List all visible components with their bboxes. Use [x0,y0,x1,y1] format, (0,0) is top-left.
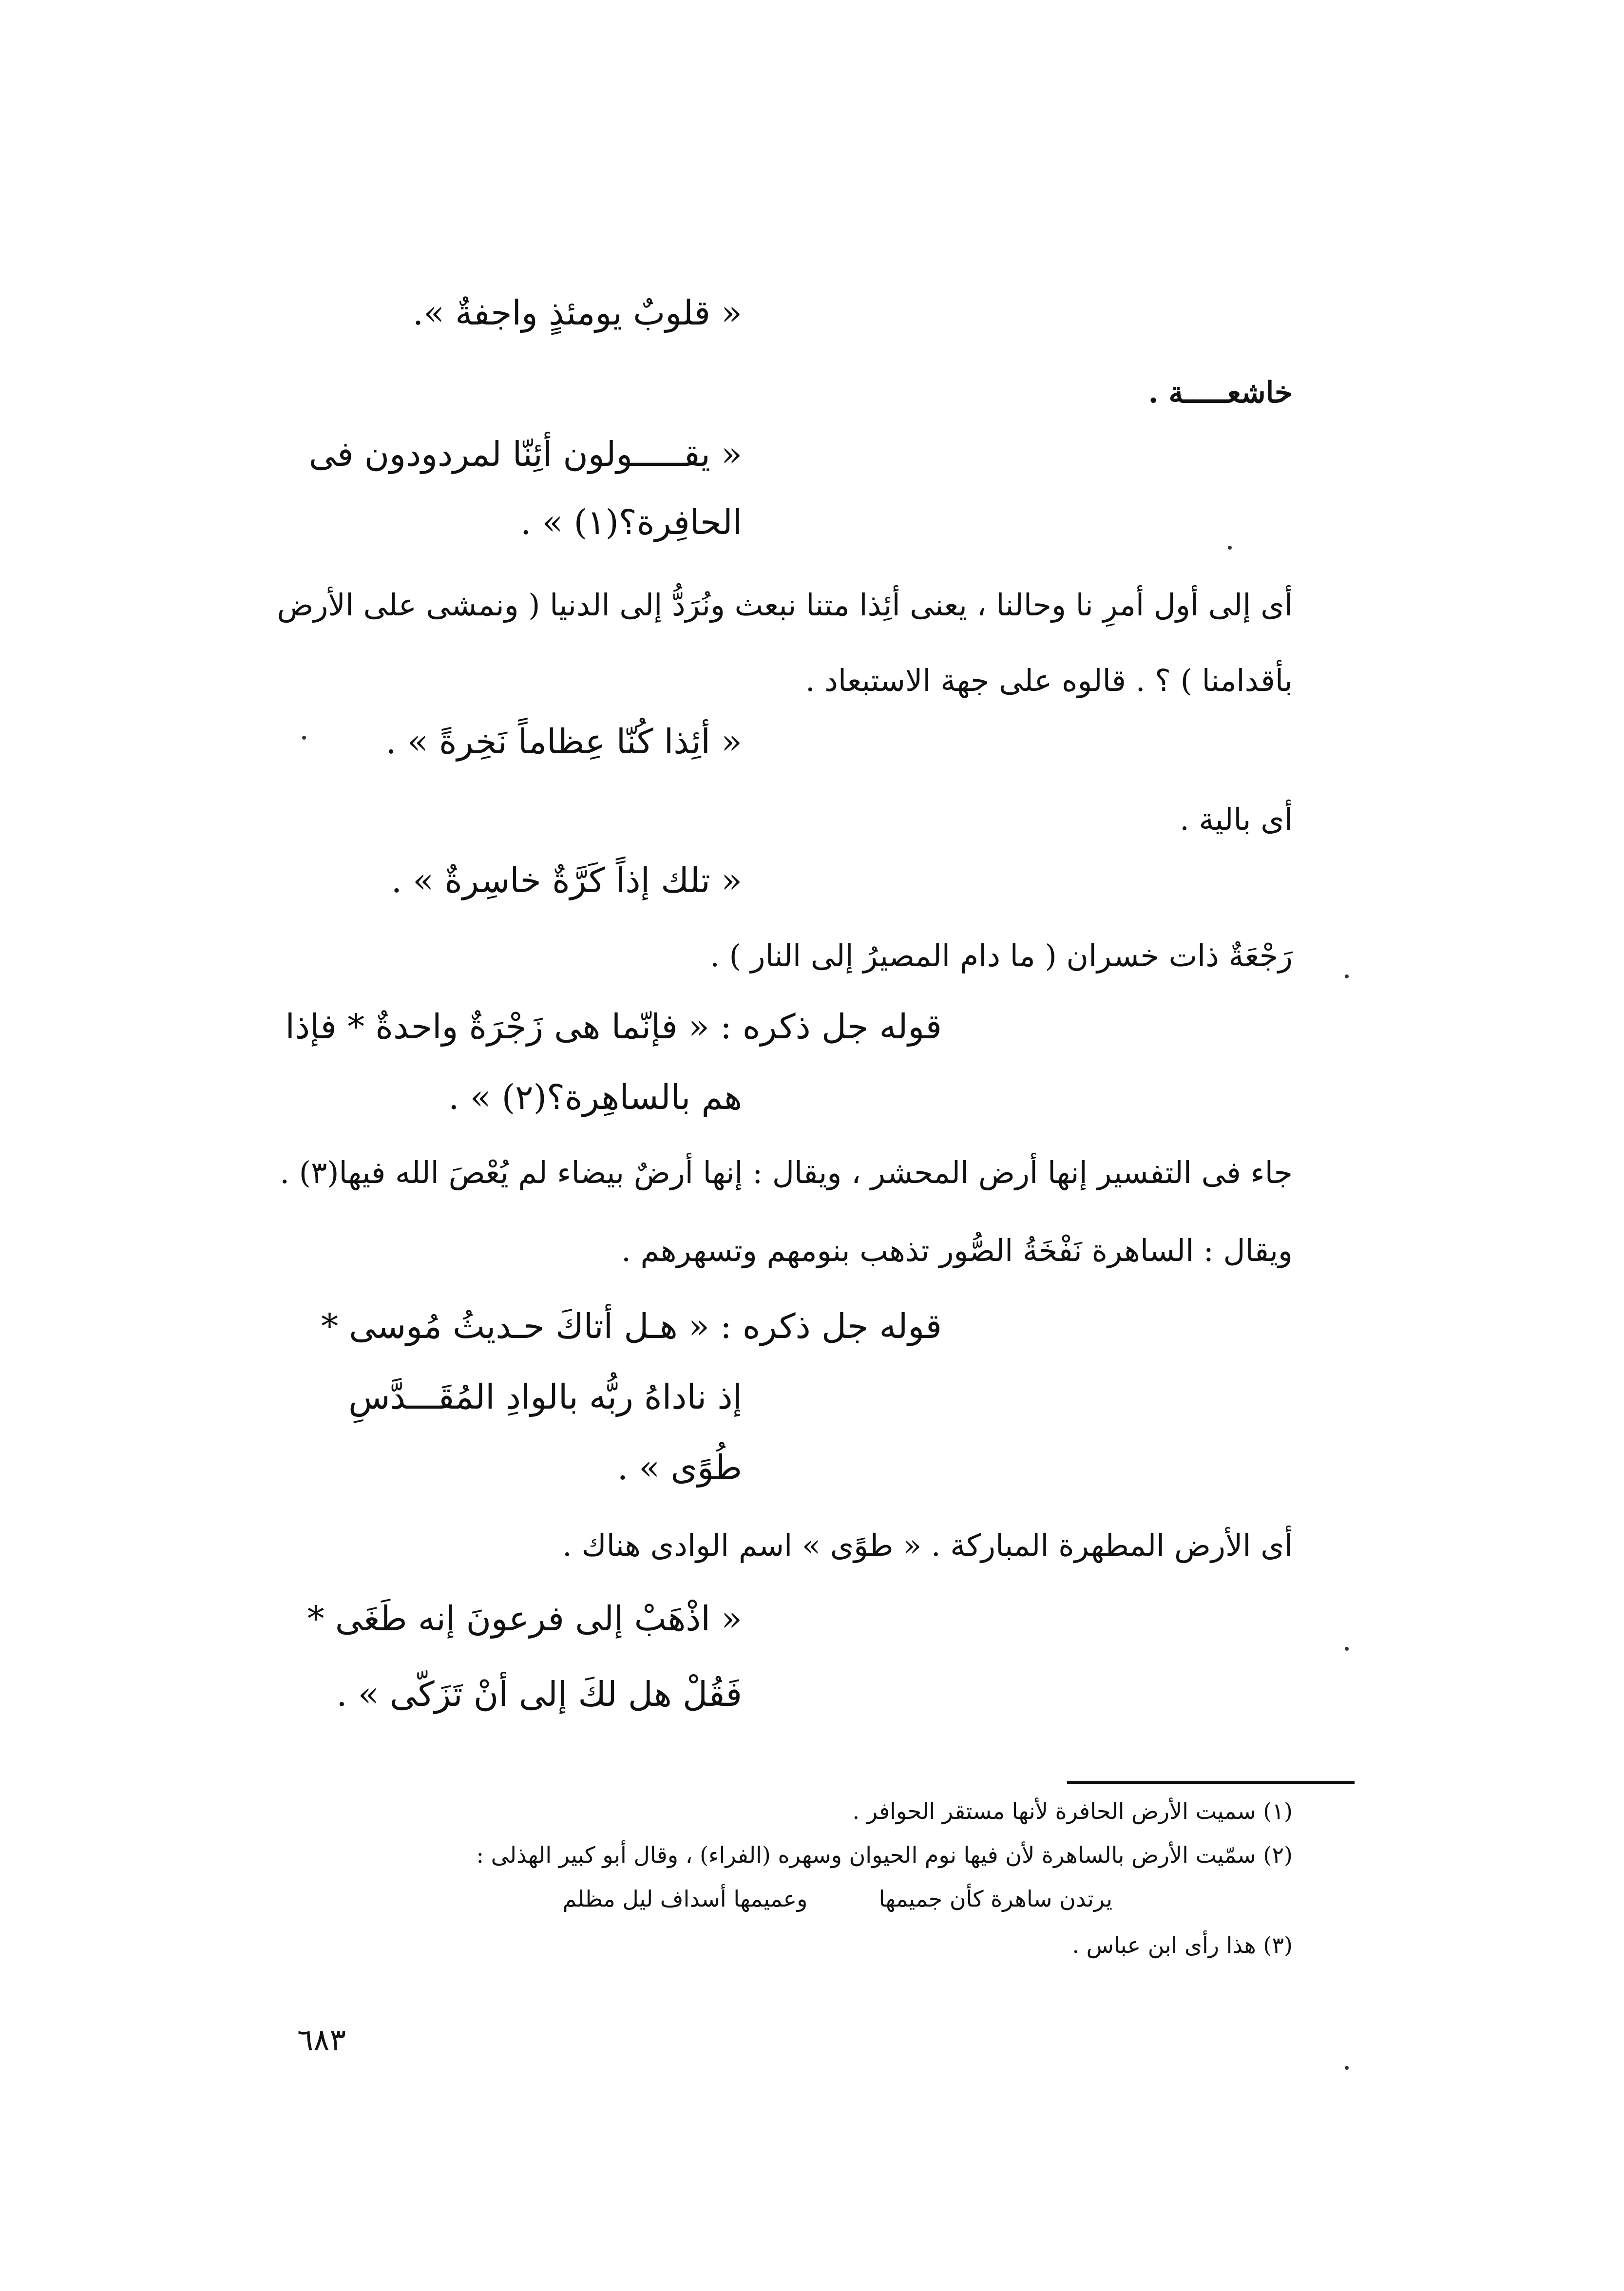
commentary-line: أى إلى أول أمرِ نا وحالنا ، يعنى أئِذا متنا نبعث ونُرَدُّ إلى الدنيا ( ونمشى على الأرض [277,587,1293,623]
scan-speck [302,736,306,740]
footnote: (٣) هذا رأى ابن عباس . [1072,1932,1293,1958]
section-heading: خاشعـــــة . [1148,376,1293,410]
verse-line: فَقُلْ هل لكَ إلى أنْ تَزَكّى » . [336,1674,742,1714]
verse-line: هم بالساهِرة؟(٢) » . [448,1077,742,1117]
commentary-line: أى الأرض المطهرة المباركة . « طوًى » اسم الوادى هناك . [562,1527,1293,1563]
verse-line: « تلك إذاً كَرَّةٌ خاسِرةٌ » . [391,860,742,900]
commentary-line: أى بالية . [1180,802,1293,837]
footnote: (٢) سمّيت الأرض بالساهرة لأن فيها نوم الحيوان وسهره (الفراء) ، وقال أبو كبير الهذلى : [476,1842,1293,1868]
commentary-line: ويقال : الساهرة نَفْخَةُ الصُّور تذهب بنومهم وتسهرهم . [621,1233,1293,1268]
scan-speck [1345,1647,1349,1651]
footnote-verse: يرتدن ساهرة كأن جميمها وعميمها أسداف ليل مظلم [562,1886,1112,1912]
commentary-line: رَجْعَةٌ ذات خسران ( ما دام المصيرُ إلى النار ) . [710,938,1293,974]
page-number: ٦٨٣ [297,2022,346,2058]
verse-line: « يقـــــولون أئِنّا لمردودون فى [308,434,742,474]
verse-line: قوله جل ذكره : « هـل أتاكَ حـديثُ مُوسى * [321,1306,942,1346]
verse-line: الحافِرة؟(١) » . [520,502,742,542]
scan-speck [1228,546,1232,550]
scan-speck [1345,974,1349,978]
verse-line: « قلوبٌ يومئذٍ واجفةٌ ». [412,293,742,333]
verse-line: قوله جل ذكره : « فإنّما هى زَجْرَةٌ واحدةٌ * فإذا [285,1007,942,1047]
commentary-line: جاء فى التفسير إنها أرض المحشر ، ويقال : إنها أرضٌ بيضاء لم يُعْصَ الله فيها(٣) . [280,1155,1293,1190]
scan-speck [1345,2066,1349,2070]
verse-line: « اذْهَبْ إلى فرعونَ إنه طَغَى * [307,1599,742,1639]
footnote-separator [1067,1781,1355,1784]
footnote: (١) سميت الأرض الحافرة لأنها مستقر الحوافر . [852,1798,1293,1824]
verse-line: « أئِذا كُنّا عِظاماً نَخِرةً » . [385,722,742,762]
verse-line: إذ ناداهُ ربُّه بالوادِ المُقَـــدَّسِ [348,1377,742,1417]
commentary-line: بأقدامنا ) ؟ . قالوه على جهة الاستبعاد . [805,663,1293,698]
verse-line: طُوًى » . [617,1448,742,1488]
